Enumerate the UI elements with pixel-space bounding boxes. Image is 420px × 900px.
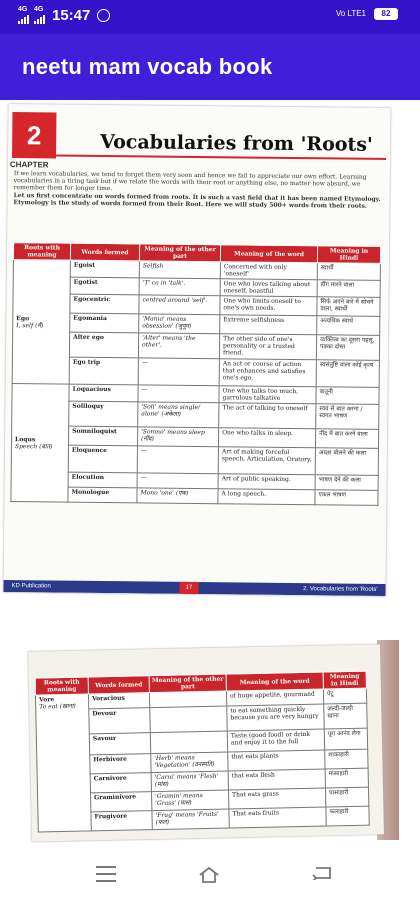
hindi-cell: बातूनी <box>316 387 379 405</box>
meaning-cell: One who limits oneself to one's own needs. <box>220 296 317 316</box>
intro-text <box>13 170 383 210</box>
word-cell: Elocution <box>68 472 137 488</box>
other-cell: 'Mania' means obsession' (जुनून) <box>139 314 220 334</box>
meaning-cell: That eats grass <box>228 788 325 809</box>
col-header: Roots with meaning <box>35 677 88 695</box>
word-cell: Eloquence <box>68 445 137 473</box>
meaning-cell: An act or course of action that enhances and satisfies one's ego. <box>219 359 316 387</box>
word-cell: Savour <box>89 733 150 755</box>
chapter-footer-label: 2. Vocabularies from 'Roots' <box>303 586 378 593</box>
publisher-label: KD Publication <box>11 583 51 590</box>
signal-indicator-2: 4G <box>34 6 46 24</box>
hindi-cell: शाकाहारी <box>325 749 368 769</box>
meaning-cell: Concerned with only 'oneself' <box>220 262 317 280</box>
root-cell: Vore To eat (खाना) <box>35 694 91 832</box>
root-cell: Loqus Speech (बात) <box>11 384 69 503</box>
word-cell: Egomania <box>70 313 139 333</box>
page-number: 17 <box>179 582 198 594</box>
system-nav-bar <box>0 850 420 900</box>
other-cell <box>150 731 227 754</box>
chapter-label: CHAPTER <box>9 160 49 170</box>
other-cell: — <box>137 446 218 474</box>
chapter-number: 2 <box>12 112 56 158</box>
meaning-cell: One who talks too much, garrulous talkative <box>219 386 316 404</box>
table-row <box>12 384 379 405</box>
hindi-cell: स्वार्थी <box>317 263 380 281</box>
col-header: Meaning of the other part <box>139 244 220 262</box>
hindi-cell: अत्यधिक स्वार्थ <box>317 316 380 336</box>
other-cell: — <box>137 473 218 489</box>
app-bar <box>0 34 420 100</box>
hindi-cell: व्यक्तित्व का दूसरा पहलू, पक्का दोस्त <box>316 335 379 361</box>
signal-indicator-1: 4G <box>18 6 30 24</box>
hindi-cell: घासाहारी <box>325 787 368 807</box>
clock: 15:47 <box>52 6 91 24</box>
other-cell <box>150 706 228 733</box>
hindi-cell: पूरा आनंद लेना <box>324 728 367 750</box>
hindi-cell: स्वयं से बात करना / स्वगत भाषण <box>316 404 379 430</box>
other-cell: 'Frug' means 'Fruits' (फल) <box>152 809 229 830</box>
col-header: Meaning of the word <box>220 245 317 263</box>
table-row <box>13 260 380 281</box>
meaning-cell: The other side of one's personality or a trusted friend. <box>219 334 316 360</box>
meaning-cell: Art of making forceful speech, Articulation, Oratory. <box>218 447 315 475</box>
meaning-cell: to eat something quickly because you are very hungry <box>227 704 325 731</box>
other-cell: 'Carni' means 'Flesh' (मांस) <box>151 771 228 792</box>
vocab-table-2 <box>35 671 370 833</box>
word-cell: Frugivore <box>91 811 152 831</box>
other-cell: Selfish <box>139 261 220 279</box>
hindi-cell: अच्छा बोलने की कला <box>315 448 378 476</box>
volte-indicator: Vo LTE1 <box>335 9 366 18</box>
word-cell: Graminivore <box>91 792 152 812</box>
meaning-cell: The act of talking to oneself <box>219 403 316 429</box>
meaning-cell: One who loves talking about oneself, boastful <box>220 279 317 297</box>
col-header: Words formed <box>70 243 139 261</box>
col-header: Words formed <box>88 676 149 694</box>
word-cell: Voracious <box>88 693 149 709</box>
meaning-cell: That eats fruits <box>229 807 326 828</box>
other-cell: 'Soli' means single/ alone' (अकेला) <box>138 402 219 428</box>
other-cell: 'Somno' means sleep (नींद) <box>137 427 218 447</box>
vocab-table-1 <box>10 242 381 506</box>
word-cell: Soliloquy <box>69 401 138 427</box>
col-header: Roots with meaning <box>13 243 70 261</box>
book-page-2[interactable] <box>28 644 384 841</box>
meaning-cell: that eats flesh <box>228 769 325 790</box>
page-title: Vocabularies from 'Roots' <box>100 130 373 156</box>
other-cell: 'Gramin' means 'Grass' (घास) <box>152 790 229 811</box>
hindi-cell: मांसाहारी <box>325 768 368 788</box>
whatsapp-icon <box>97 9 110 22</box>
intro-paragraph-2: Let us first concentrate on words formed from roots. It is such a vast field that it has been named Etymology. Etymology is the study of words formed from their Root. Here we will study 500+ words from their roots. <box>13 192 381 210</box>
word-cell: Somniloquist <box>68 426 137 446</box>
col-header: Meaning in Hindi <box>323 671 366 689</box>
page-footer <box>3 580 385 596</box>
book-page-1[interactable] <box>3 104 390 596</box>
hindi-cell: भाषण देने की कला <box>315 475 378 491</box>
other-cell: 'Herb' means 'Vegetation' (वनस्पति) <box>151 752 228 773</box>
status-bar <box>0 0 420 34</box>
hindi-cell: स्वसंतुष्टि वाला कोई कृत्य <box>316 360 379 388</box>
other-cell: centred around 'self'. <box>139 295 220 315</box>
other-cell: 'T' ca in 'talk'. <box>139 278 220 296</box>
intro-paragraph-1: If we learn vocabularies, we tend to forget them very soon and hence we fail to appreciate our own effort. Learning vocabularies in a tiring task but if we relate the words with their root or anything else, no matter how absurd, we remember them for longer time. <box>13 170 367 193</box>
word-cell: Ego trip <box>69 357 138 385</box>
hindi-cell: पेटू <box>323 688 366 704</box>
word-cell: Egoist <box>70 260 139 278</box>
col-header: Meaning of the word <box>226 672 323 691</box>
col-header: Meaning in Hindi <box>317 246 380 264</box>
hindi-cell: डींग मारने वाला <box>317 280 380 298</box>
other-cell: — <box>138 358 219 386</box>
meaning-cell: of huge appetite, gourmand <box>226 689 323 706</box>
hindi-cell: जल्दी-जल्दी खाना <box>324 703 368 729</box>
word-cell: Herbivore <box>90 754 151 774</box>
word-cell: Alter ego <box>69 332 138 358</box>
hindi-cell: फलाहारी <box>326 806 369 826</box>
app-title: neetu mam vocab book <box>22 54 273 79</box>
word-cell: Loquacious <box>69 384 138 402</box>
word-cell: Carnivore <box>90 773 151 793</box>
word-cell: Egotist <box>70 277 139 295</box>
other-cell <box>149 691 226 708</box>
word-cell: Egocentric <box>70 294 139 314</box>
battery-icon: 82 <box>374 8 398 20</box>
hindi-cell: नींद में बात करने वाला <box>315 429 378 449</box>
back-icon[interactable] <box>312 866 332 880</box>
meaning-cell: Extreme selfishness <box>220 315 317 335</box>
meaning-cell: A long speech. <box>218 489 315 505</box>
meaning-cell: Taste (good food) or drink and enjoy it to the full <box>227 729 324 752</box>
root-cell: Ego I, self (मैं) <box>12 260 70 385</box>
hindi-cell: एकल भाषण <box>315 490 378 506</box>
other-cell: Mono 'one' (एक) <box>137 488 218 504</box>
other-cell: — <box>138 385 219 403</box>
word-cell: Monologue <box>68 487 137 503</box>
meaning-cell: Art of public speaking. <box>218 474 315 490</box>
meaning-cell: One who talks in sleep. <box>218 428 315 448</box>
meaning-cell: that eats plants <box>228 750 325 771</box>
hindi-cell: सिर्फ अपने बारे में सोचने वाला, स्वार्थी <box>317 297 380 317</box>
col-header: Meaning of the other part <box>149 674 226 693</box>
home-icon[interactable] <box>198 866 220 884</box>
other-cell: 'Alter' means 'the other'. <box>138 333 219 359</box>
word-cell: Devour <box>89 708 151 734</box>
recent-apps-menu-icon[interactable] <box>96 866 116 887</box>
